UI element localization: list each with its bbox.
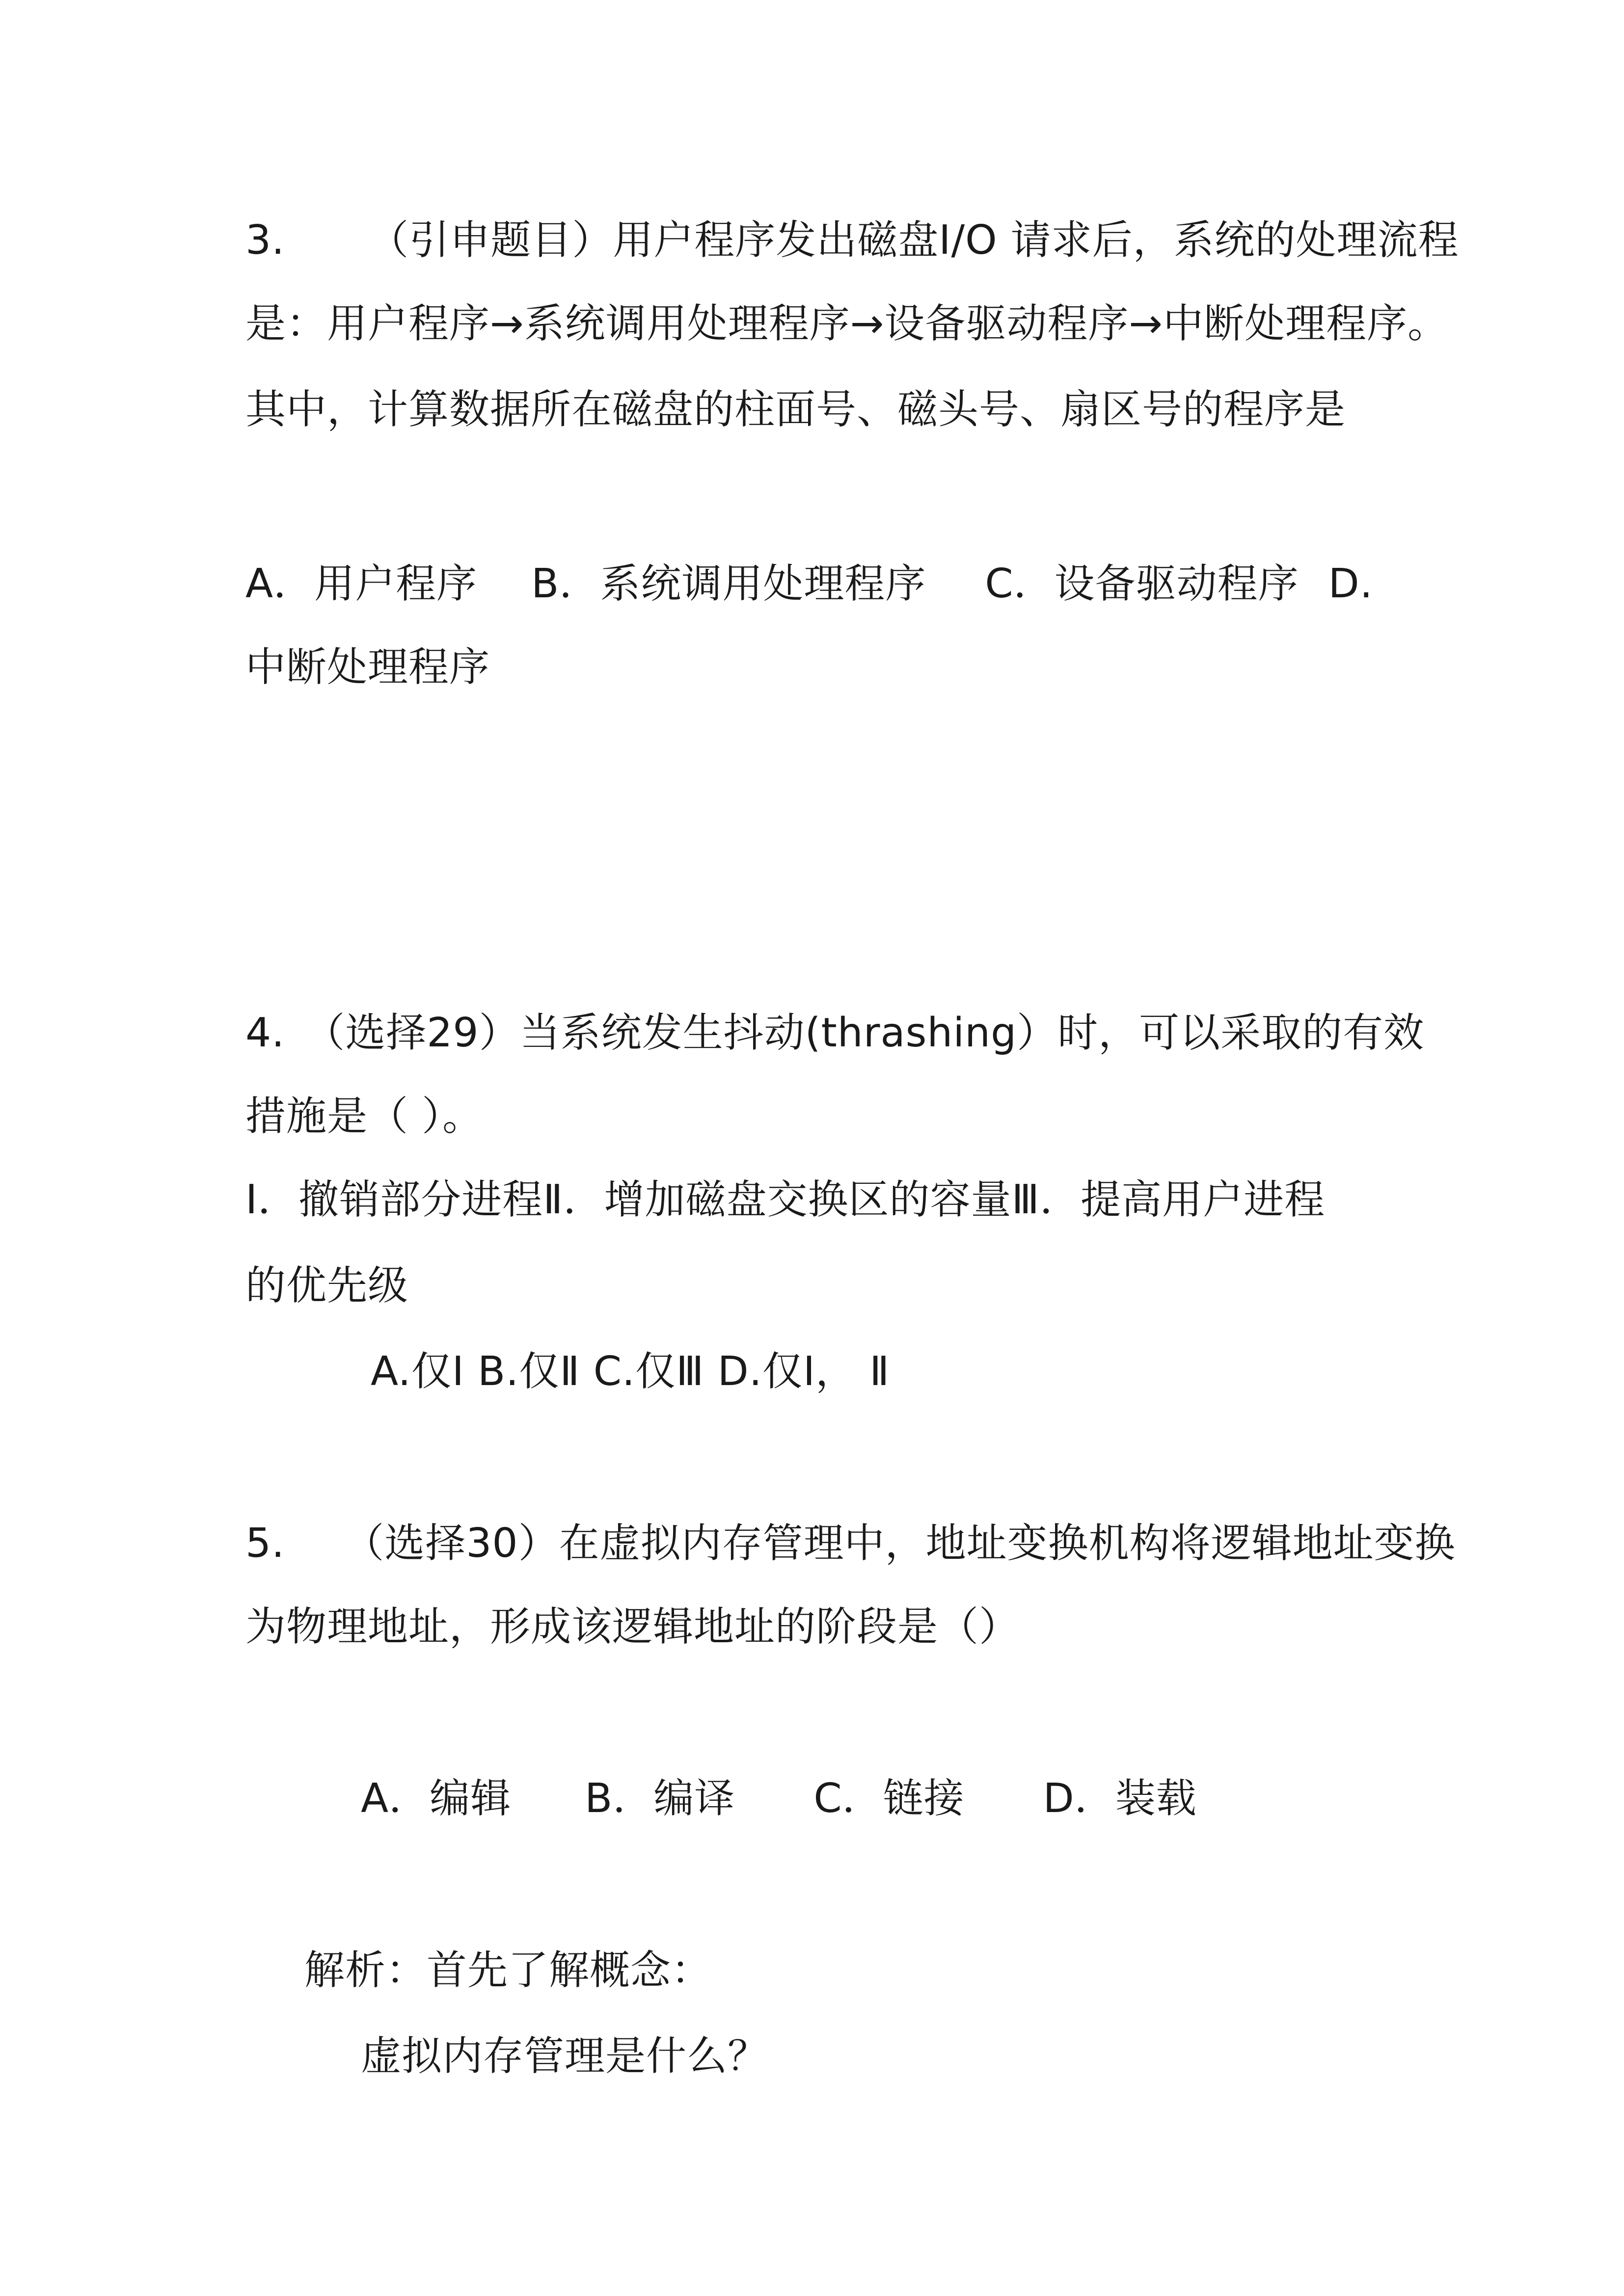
q3-option-c: C．设备驱动程序: [985, 561, 1299, 607]
q5-option-b: B．编译: [585, 1775, 735, 1822]
q5-line-1: [245, 1519, 1456, 1568]
q5-option-a: A．编辑: [361, 1775, 512, 1822]
q3-text-line-1: 用户程序发出磁盘I/O 请求后，系统的处理流程: [613, 217, 1459, 264]
q3-number: 3.: [245, 217, 285, 264]
q4-line-1: [245, 1009, 1424, 1058]
q3-line-1: [245, 216, 1459, 265]
q5-option-c: C．链接: [813, 1775, 965, 1822]
q5-option-d: D．装载: [1043, 1775, 1197, 1822]
q3-option-d: D.: [1328, 561, 1373, 607]
q4-line-2: 措施是（ ）。: [245, 1093, 484, 1140]
q5-line-2: 为物理地址，形成该逻辑地址的阶段是（）: [245, 1603, 1020, 1650]
q3-option-d-text: 中断处理程序: [245, 644, 490, 691]
q4-number: 4.: [245, 1010, 285, 1056]
q4-line-4: 的优先级: [245, 1262, 409, 1309]
analysis-question: 虚拟内存管理是什么？: [361, 2033, 769, 2080]
q5-options: [361, 1774, 1197, 1823]
q5-number: 5.: [245, 1520, 285, 1567]
q3-option-a: A．用户程序: [245, 561, 478, 607]
q3-line-2: 是：用户程序→系统调用处理程序→设备驱动程序→中断处理程序。: [245, 300, 1449, 347]
q3-options: [245, 560, 1373, 609]
q3-line-3: 其中，计算数据所在磁盘的柱面号、磁头号、扇区号的程序是: [245, 386, 1346, 433]
q4-options: A.仅Ⅰ B.仅Ⅱ C.仅Ⅲ D.仅Ⅰ， Ⅱ: [371, 1348, 890, 1395]
q3-option-b: B．系统调用处理程序: [531, 561, 926, 607]
analysis-label: 解析：首先了解概念：: [304, 1947, 712, 1994]
q3-tag: （引申题目）: [368, 217, 613, 264]
q4-text-line-1: （选择29）当系统发生抖动(thrashing）时，可以采取的有效: [304, 1010, 1425, 1056]
q4-line-3: Ⅰ．撤销部分进程Ⅱ．增加磁盘交换区的容量Ⅲ．提高用户进程: [245, 1176, 1326, 1223]
q5-text-line-1: （选择30）在虚拟内存管理中，地址变换机构将逻辑地址变换: [344, 1520, 1456, 1567]
